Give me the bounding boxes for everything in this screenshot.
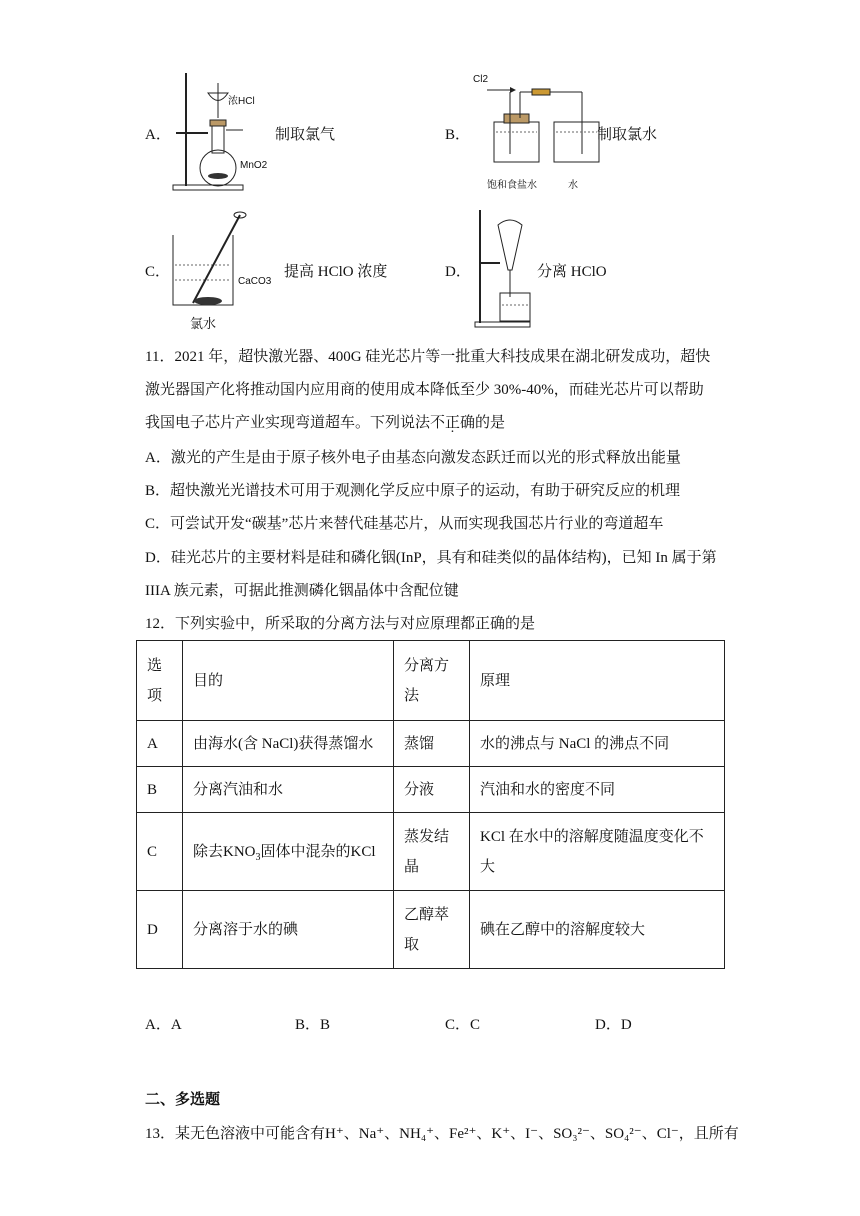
header-goal: 目的 — [183, 641, 394, 721]
option-letter: D． — [445, 264, 471, 280]
chlorine-generator-figure — [168, 68, 273, 193]
label-caco3: CaCO3 — [238, 276, 272, 287]
q11-stem-line3 — [145, 411, 505, 432]
q11-stem-line1: 11．2021 年，超快激光器、400G 硅光芯片等一批重大科技成果在湖北研发成功，超快 — [145, 349, 711, 365]
section-title: 二、多选题 — [145, 1092, 221, 1108]
header-method: 分离方 法 — [394, 641, 470, 721]
q11-option-c: C．可尝试开发“碳基”芯片来替代硅基芯片，从而实现我国芯片行业的弯道超车 — [145, 516, 664, 532]
q11-stem-line2: 激光器国产化将推动国内应用商的使用成本降低至少 30%-40%，而硅光芯片可以帮助 — [145, 382, 704, 398]
beaker-caco3-figure — [168, 205, 283, 315]
option-caption: 制取氯气 — [275, 127, 336, 143]
header-option: 选 项 — [137, 641, 183, 721]
chlorine-water-figure — [472, 72, 602, 172]
option-caption: 制取氯水 — [597, 127, 658, 143]
option-caption: 提高 HClO 浓度 — [284, 264, 388, 280]
q11-stem-post: 的是 — [475, 415, 506, 431]
option-letter: C． — [145, 264, 171, 280]
header-principle: 原理 — [470, 641, 725, 721]
q11-option-a: A．激光的产生是由于原子核外电子由基态向激发态跃迁而以光的形式释放出能量 — [145, 450, 681, 466]
label-conc-hcl: 浓HCl — [228, 96, 255, 107]
separatory-funnel-figure — [470, 205, 535, 330]
table-row: A 由海水(含 NaCl)获得蒸馏水 蒸馏 水的沸点与 NaCl 的沸点不同 — [137, 721, 725, 767]
q12-stem: 12．下列实验中，所采取的分离方法与对应原理都正确的是 — [145, 616, 536, 632]
emphasis-not-correct: 不正确 — [430, 415, 476, 431]
ion-list: H⁺、Na⁺、NH₄⁺、Fe²⁺、K⁺、I⁻、SO₃²⁻、SO₄²⁻、Cl⁻ — [325, 1126, 679, 1142]
answer-c: C．C — [445, 1017, 481, 1033]
table-row: B 分离汽油和水 分液 汽油和水的密度不同 — [137, 767, 725, 813]
table-row: C 除去$KNO_3$固体中混杂的KCl 蒸发结 晶 KCl 在水中的溶解度随温度变化不 大 — [137, 813, 725, 891]
option-letter: A． — [145, 127, 171, 143]
option-caption: 分离 HClO — [537, 264, 607, 280]
option-letter: B． — [445, 127, 471, 143]
q11-option-d-line1: D．硅光芯片的主要材料是硅和磷化铟(InP，具有和硅类似的晶体结构)，已知 In 属于第 — [145, 550, 717, 566]
q13-stem: 13．某无色溶液中可能含有H⁺、Na⁺、NH₄⁺、Fe²⁺、K⁺、I⁻、SO₃²⁻、SO₄²⁻、Cl⁻，且所有 — [145, 1126, 739, 1142]
table-row: D 分离溶于水的碘 乙醇萃 取 碘在乙醇中的溶解度较大 — [137, 891, 725, 969]
answer-a: A．A — [145, 1017, 182, 1033]
q11-option-d-line2: IIIA 族元素，可据此推测磷化铟晶体中含配位键 — [145, 583, 459, 599]
goal-cell: 除去$KNO_3$固体中混杂的KCl — [183, 813, 394, 891]
label-water: 水 — [568, 180, 578, 191]
label-brine: 饱和食盐水 — [487, 180, 537, 191]
separation-methods-table — [136, 640, 725, 969]
label-chlorine-water: 氯水 — [190, 316, 217, 331]
q11-stem-pre: 我国电子芯片产业实现弯道超车。下列说法 — [145, 415, 431, 431]
label-mno2: MnO2 — [240, 160, 268, 171]
q11-option-b: B．超快激光光谱技术可用于观测化学反应中原子的运动，有助于研究反应的机理 — [145, 483, 681, 499]
label-cl2: Cl2 — [473, 74, 489, 85]
answer-d: D．D — [595, 1017, 632, 1033]
answer-b: B．B — [295, 1017, 331, 1033]
table-header-row — [137, 641, 725, 721]
